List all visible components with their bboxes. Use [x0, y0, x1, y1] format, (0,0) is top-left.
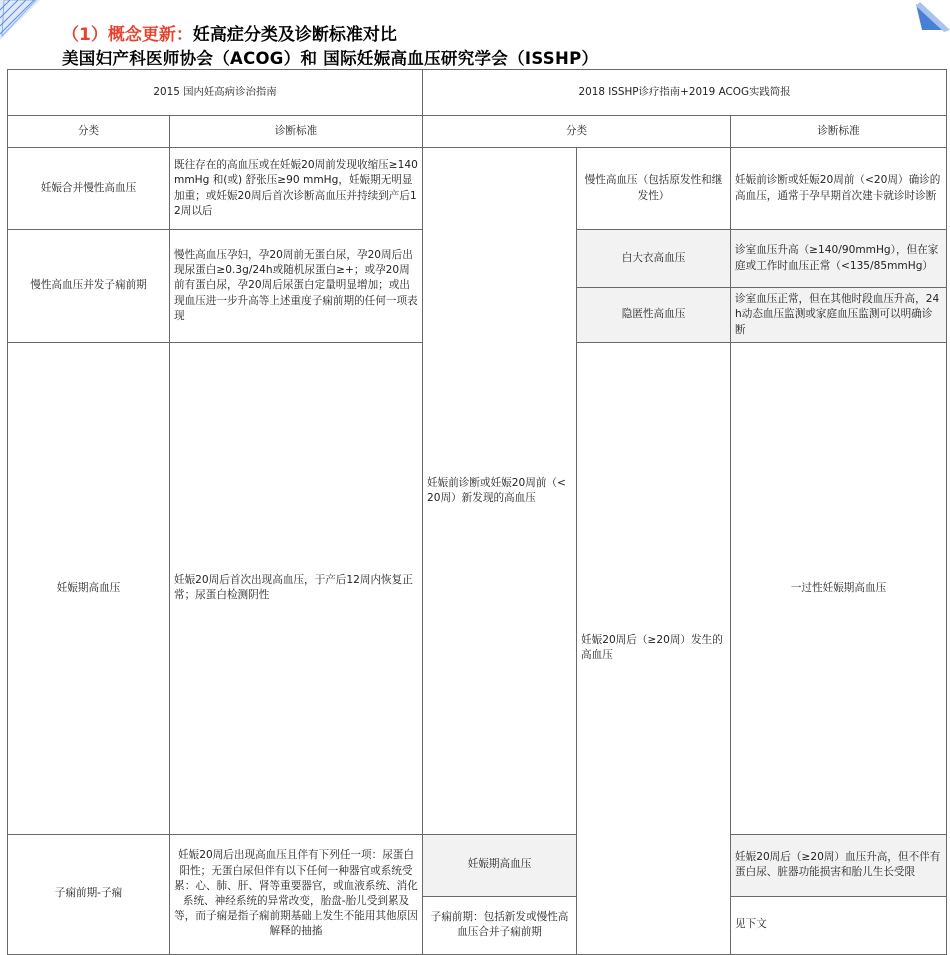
right-group-cell: 妊娠前诊断或妊娠20周前（<20周）新发现的高血压 [423, 148, 577, 835]
left-criteria-cell: 慢性高血压孕妇，孕20周前无蛋白尿，孕20周后出现尿蛋白≥0.3g/24h或随机尿蛋白≥+；或孕20周前有蛋白尿，孕20周后尿蛋白定量明显增加；或出现血压进一步升高等上述重度子痫前期的任何一项表现 [170, 230, 423, 343]
left-criteria-cell: 妊娠20周后出现高血压且伴有下列任一项：尿蛋白阳性；无蛋白尿但伴有以下任何一种器官或系统受累：心、肺、肝、肾等重要器官，或血液系统、消化系统、神经系统的异常改变，胎盘-胎儿受到累及等，而子痫是指子痫前期基础上发生不能用其他原因解释的抽搐 [170, 834, 423, 954]
table-subheader-row [8, 116, 947, 148]
right-criteria-cell: 妊娠前诊断或妊娠20周前（<20周）确诊的高血压，通常于孕早期首次建卡就诊时诊断 [731, 148, 947, 230]
left-category-cell: 慢性高血压并发子痫前期 [8, 230, 170, 343]
right-category-header: 分类 [423, 116, 731, 148]
right-criteria-cell: 见下文 [731, 896, 947, 954]
right-guideline-header: 2018 ISSHP诊疗指南+2019 ACOG实践简报 [423, 70, 947, 116]
right-subcategory-cell: 妊娠期高血压 [423, 834, 577, 896]
right-subcategory-cell: 子痫前期：包括新发或慢性高血压合并子痫前期 [423, 896, 577, 954]
right-criteria-cell: 诊室血压正常，但在其他时段血压升高，24h动态血压监测或家庭血压监测可以明确诊断 [731, 288, 947, 343]
left-criteria-header: 诊断标准 [170, 116, 423, 148]
right-subcategory-cell: 一过性妊娠期高血压 [731, 343, 947, 835]
right-criteria-cell: 妊娠20周后（≥20周）血压升高，但不伴有蛋白尿、脏器功能损害和胎儿生长受限 [731, 834, 947, 896]
right-subcategory-cell: 白大衣高血压 [577, 230, 731, 288]
right-criteria-cell: 诊室血压升高（≥140/90mmHg），但在家庭或工作时血压正常（<135/85mmHg） [731, 230, 947, 288]
comparison-table [7, 69, 947, 955]
left-category-cell: 妊娠合并慢性高血压 [8, 148, 170, 230]
right-subcategory-cell: 隐匿性高血压 [577, 288, 731, 343]
left-criteria-cell: 妊娠20周后首次出现高血压，于产后12周内恢复正常；尿蛋白检测阴性 [170, 343, 423, 835]
table-header-row [8, 70, 947, 116]
table-row [8, 148, 947, 230]
right-criteria-header: 诊断标准 [731, 116, 947, 148]
title-prefix: （1）概念更新： [62, 25, 193, 45]
right-group-cell: 妊娠20周后（≥20周）发生的高血压 [577, 343, 731, 955]
title-main: 妊高症分类及诊断标准对比 [192, 25, 397, 45]
left-criteria-cell: 既往存在的高血压或在妊娠20周前发现收缩压≥140 mmHg 和(或) 舒张压≥90 mmHg，妊娠期无明显加重；或妊娠20周后首次诊断高血压并持续到产后12周以后 [170, 148, 423, 230]
corner-decoration-left [0, 0, 48, 44]
slide-subtitle: 美国妇产科医师协会（ACOG）和 国际妊娠高血压研究学会（ISSHP） [62, 49, 599, 68]
left-guideline-header: 2015 国内妊高病诊治指南 [8, 70, 423, 116]
table-row [8, 834, 947, 896]
right-subcategory-cell: 慢性高血压（包括原发性和继发性） [577, 148, 731, 230]
left-category-cell: 妊娠期高血压 [8, 343, 170, 835]
left-category-cell: 子痫前期-子痫 [8, 834, 170, 954]
corner-decoration-right [906, 0, 950, 36]
slide-title [62, 20, 397, 45]
left-category-header: 分类 [8, 116, 170, 148]
